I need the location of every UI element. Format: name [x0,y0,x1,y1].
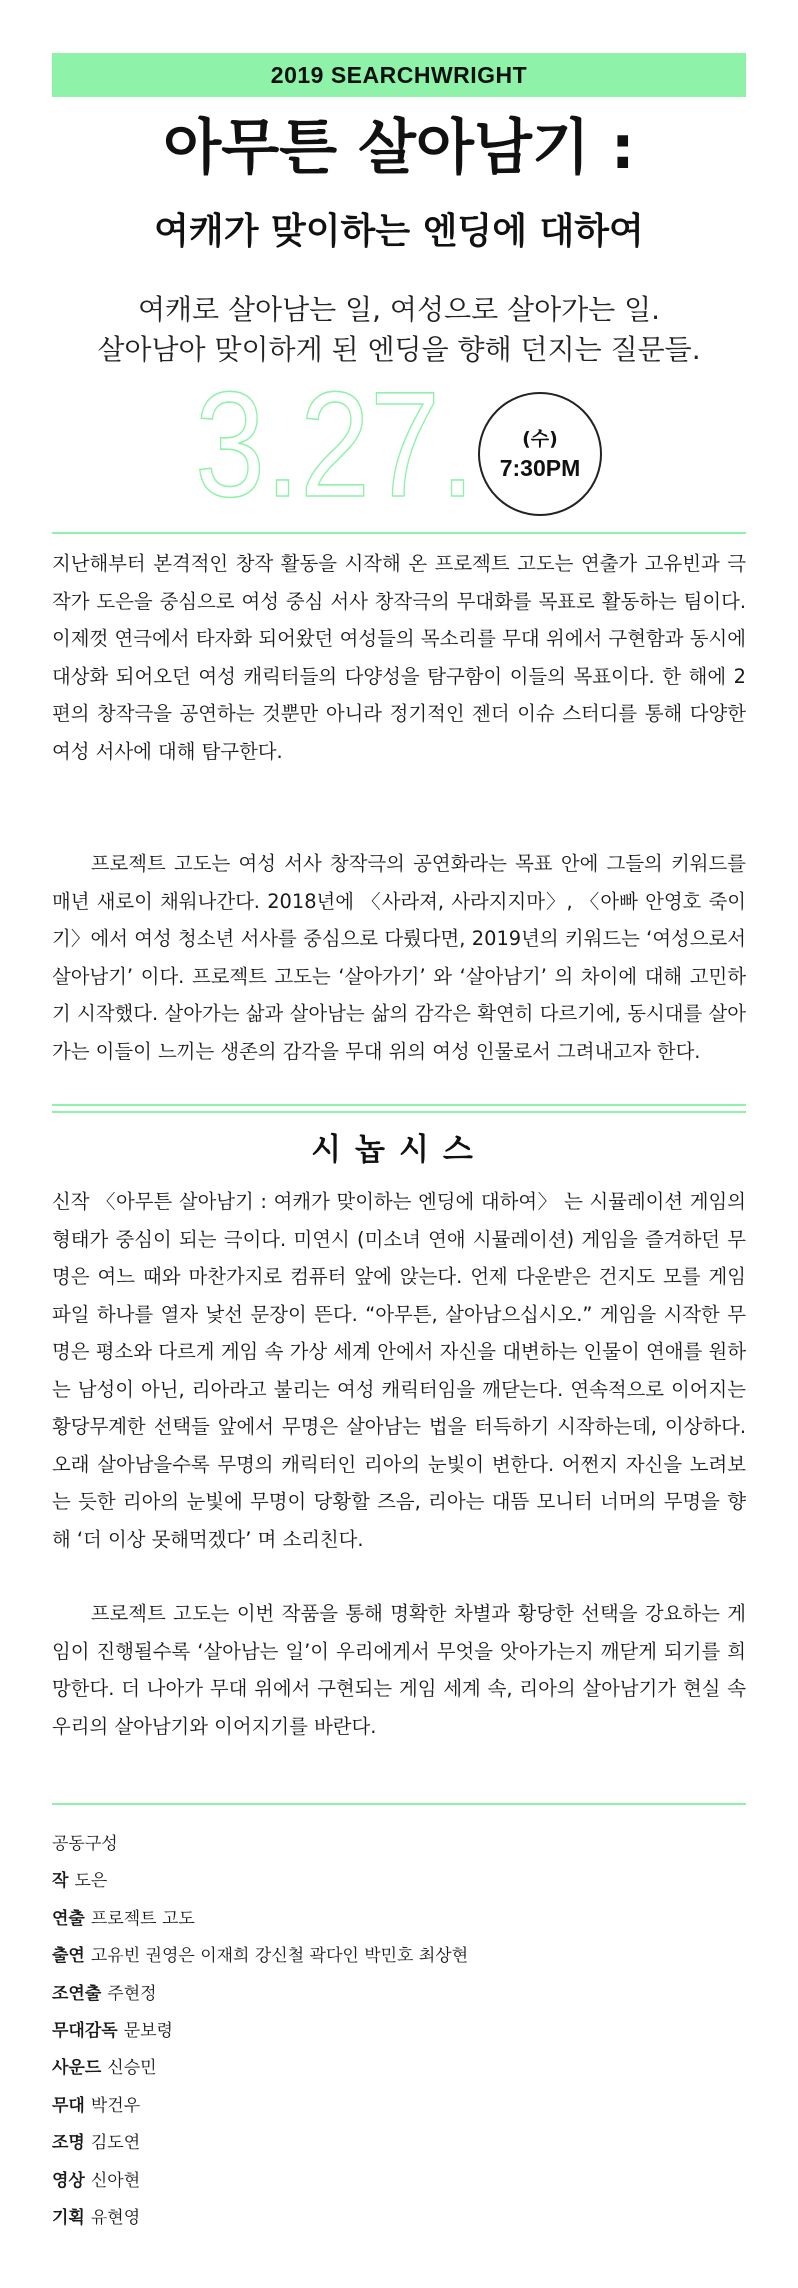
credit-line [52,2200,746,2237]
credit-names: 유현영 [90,2208,141,2229]
credit-line [52,2088,746,2125]
credit-names: 문보령 [123,2021,173,2042]
event-date-graphic [195,372,485,512]
event-date-text: 3.27. [195,372,475,512]
credit-role: 조명 [52,2133,85,2154]
credit-line [52,2163,746,2200]
credit-role: 영상 [52,2170,85,2191]
credit-line [52,2050,746,2087]
credit-line [52,1901,746,1938]
divider [52,532,746,534]
intro-paragraph-2: 프로젝트 고도는 여성 서사 창작극의 공연화라는 목표 안에 그들의 키워드를 매년 새로이 채워나간다. 2018년에 〈사라져, 사라지지마〉, 〈아빠 안영호 죽이기〉에서 여성 청소년 서사를 중심으로 다뤘다면, 2019년의 키워드는 ‘여성으로서 살아남기’ 이다. 프로젝트 고도는 ‘살아가기’ 와 ‘살아남기’ 의 차이에 대해 고민하기 시작했다. 살아가는 삶과 살아남는 삶의 감각은 확연히 다르기에, 동시대를 살아가는 이들이 느끼는 생존의 감각을 무대 위의 여성 인물로서 그려내고자 한다. [52,852,746,1063]
credit-role: 작 [52,1871,69,1892]
credit-names: 신아현 [90,2170,141,2191]
credit-role: 무대 [52,2095,85,2116]
synopsis-paragraph-2: 프로젝트 고도는 이번 작품을 통해 명확한 차별과 황당한 선택을 강요하는 게임이 진행될수록 ‘살아남는 일’이 우리에게서 무엇을 앗아가는지 깨닫게 되기를 희망한다. 더 나아가 무대 위에서 구현되는 게임 세계 속, 리아의 살아남기가 현실 속 우리의 살아남기와 이어지기를 바란다. [52,1602,746,1738]
event-date [0,372,798,512]
credit-line [52,2125,746,2162]
credits-heading: 공동구성 [52,1834,118,1854]
credit-names: 주현정 [107,1983,157,2004]
credit-role: 무대감독 [52,2021,118,2042]
credit-role: 출연 [52,1946,85,1967]
section-divider [52,1104,746,1113]
credit-line [52,1938,746,1975]
page-subtitle: 여캐가 맞이하는 엔딩에 대하여 [154,211,644,252]
tagline [0,290,798,370]
credit-role: 사운드 [52,2058,102,2079]
event-day: (수) [522,428,558,450]
event-time: 7:30PM [499,455,581,481]
credit-names: 도은 [74,1871,108,1892]
event-banner: 2019 SEARCHWRIGHT [52,53,746,97]
credit-names: 프로젝트 고도 [90,1908,195,1929]
credits-list [52,1826,746,2237]
divider [52,1803,746,1805]
synopsis-heading: 시놉시스 [311,1132,487,1168]
tagline-line-1: 여캐로 살아남는 일, 여성으로 살아가는 일. [137,293,661,326]
credit-names: 박건우 [90,2095,141,2116]
credit-names: 고유빈 권영은 이재희 강신철 곽다인 박민호 최상현 [90,1946,469,1967]
credit-line [52,1976,746,2013]
credit-role: 기획 [52,2208,85,2229]
credit-role: 연출 [52,1908,85,1929]
credit-names: 신승민 [107,2058,157,2079]
tagline-line-2: 살아남아 맞이하게 된 엔딩을 향해 던지는 질문들. [97,333,701,366]
synopsis-paragraph-1: 신작 〈아무튼 살아남기 : 여캐가 맞이하는 엔딩에 대하여〉 는 시뮬레이션 게임의 형태가 중심이 되는 극이다. 미연시 (미소녀 연애 시뮬레이션) 게임을 즐겨하던 무명은 여느 때와 마찬가지로 컴퓨터 앞에 앉는다. 언제 다운받은 건지도 모를 게임 파일 하나를 열자 낯선 문장이 뜬다. “아무튼, 살아남으십시오.” 게임을 시작한 무명은 평소와 다르게 게임 속 가상 세계 안에서 자신을 대변하는 인물이 연애를 원하는 남성이 아닌, 리아라고 불리는 여성 캐릭터임을 깨닫는다. 연속적으로 이어지는 황당무계한 선택들 앞에서 무명은 살아남는 법을 터득하기 시작하는데, 이상하다. 오래 살아남을수록 무명의 캐릭터인 리아의 눈빛이 변한다. 어쩐지 자신을 노려보는 듯한 리아의 눈빛에 무명이 당황할 즈음, 리아는 대뜸 모니터 너머의 무명을 향해 ‘더 이상 못해먹겠다’ 며 소리친다. [52,1190,746,1551]
credit-role: 조연출 [52,1983,102,2004]
event-time-badge [478,392,602,516]
intro-paragraph-1: 지난해부터 본격적인 창작 활동을 시작해 온 프로젝트 고도는 연출가 고유빈과 극작가 도은을 중심으로 여성 중심 서사 창작극의 무대화를 목표로 활동하는 팀이다. 이제껏 연극에서 타자화 되어왔던 여성들의 목소리를 무대 위에서 구현함과 동시에 대상화 되어오던 여성 캐릭터들의 다양성을 탐구함이 이들의 목표이다. 한 해에 2편의 창작극을 공연하는 것뿐만 아니라 정기적인 젠더 이슈 스터디를 통해 다양한 여성 서사에 대해 탐구한다. [52,552,746,763]
page-title: 아무튼 살아남기 : [163,113,635,183]
credit-line [52,1863,746,1900]
credit-line [52,2013,746,2050]
credit-names: 김도연 [90,2133,141,2154]
